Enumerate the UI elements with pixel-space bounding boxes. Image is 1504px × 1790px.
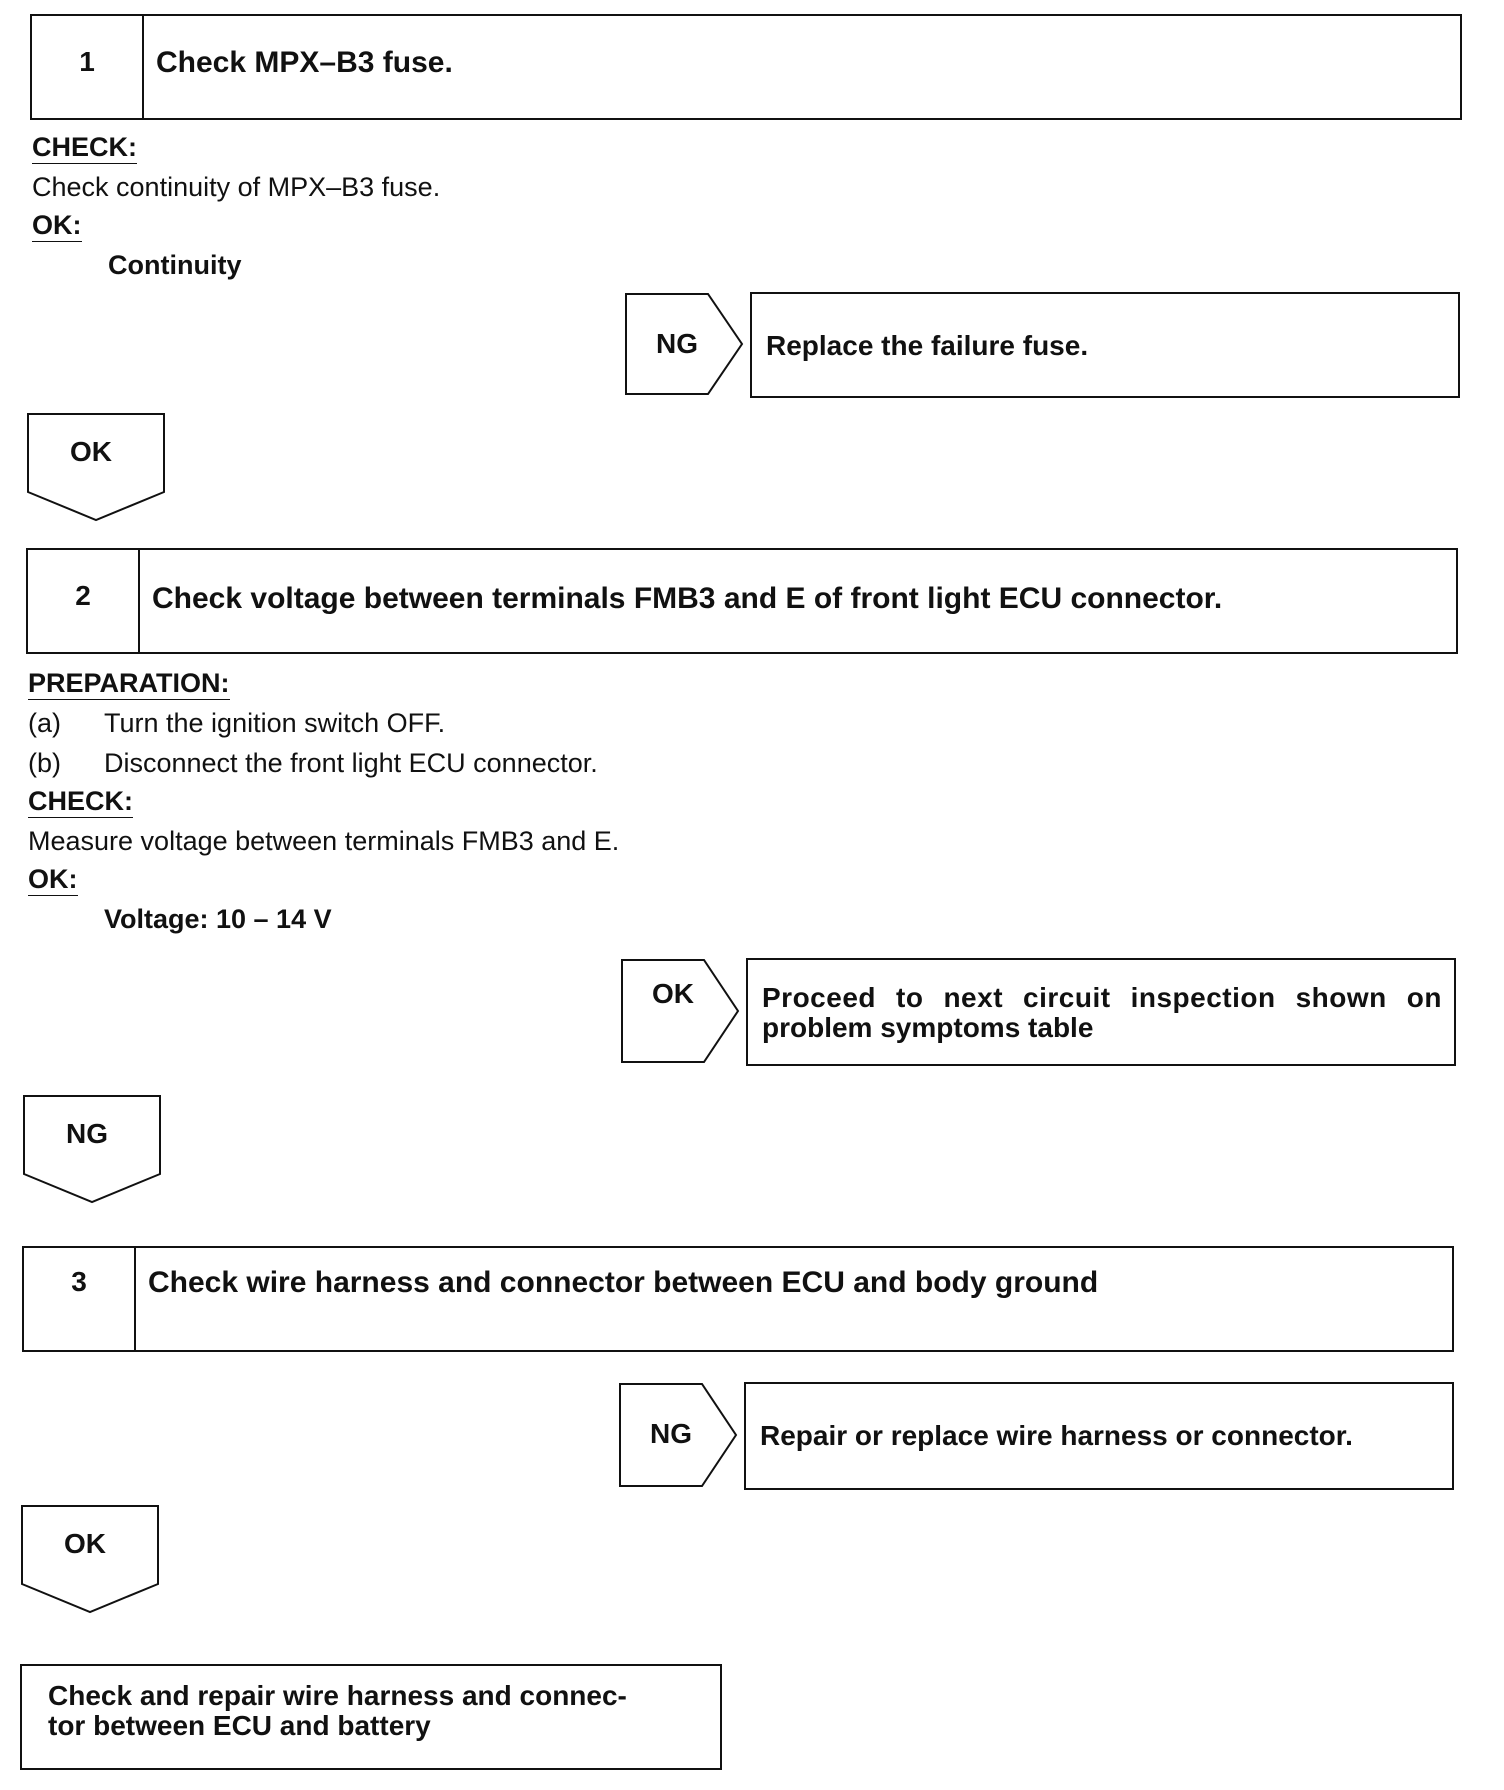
step-2-ng-label-arrow: NG — [66, 1118, 108, 1149]
step-1-ng-action-text: Replace the failure fuse. — [766, 330, 1089, 361]
step-2-ok-label-arrow: OK — [652, 978, 694, 1009]
step-2-ok-action-box — [746, 958, 1456, 1066]
step-2-ok-action-line2: problem symptoms table — [762, 1012, 1094, 1043]
step-1-ok-label-arrow: OK — [70, 436, 112, 467]
step-1-check-label: CHECK: — [32, 132, 137, 162]
step-1-ng-label: NG — [656, 328, 698, 359]
final-action-box — [20, 1664, 722, 1770]
step-1-ng-arrow — [624, 290, 748, 398]
step-3-ng-action-text: Repair or replace wire harness or connector. — [760, 1420, 1353, 1451]
step-1-check-text: Check continuity of MPX–B3 fuse. — [32, 172, 441, 202]
step-2-ok-value: Voltage: 10 – 14 V — [104, 904, 332, 934]
step-2-prep-item-b-marker: (b) — [28, 748, 61, 778]
step-2-ok-label: OK: — [28, 864, 78, 894]
step-1-ok-value: Continuity — [108, 250, 242, 280]
step-2-prep-item-a-marker: (a) — [28, 708, 61, 738]
step-1-box — [30, 14, 1462, 120]
step-2-check-label: CHECK: — [28, 786, 133, 816]
step-1-ok-label: OK: — [32, 210, 82, 240]
step-3-title: Check wire harness and connector between ECU and body ground — [148, 1266, 1099, 1299]
step-3-number-text: 3 — [71, 1266, 87, 1297]
step-2-title: Check voltage between terminals FMB3 and E of front light ECU connector. — [152, 582, 1223, 615]
step-2-prep-item-a-text: Turn the ignition switch OFF. — [104, 708, 446, 738]
step-1-ng-action-box — [750, 292, 1460, 398]
step-1-ok-arrow — [26, 412, 166, 524]
final-action-line1: Check and repair wire harness and connec- — [48, 1680, 627, 1711]
step-2-check-text: Measure voltage between terminals FMB3 and E. — [28, 826, 620, 856]
step-3-ng-label-arrow: NG — [650, 1418, 692, 1449]
step-2-ok-arrow — [620, 956, 744, 1066]
step-2-ng-arrow — [22, 1094, 162, 1206]
step-2-ok-action-line1: Proceed to next circuit inspection shown on — [762, 982, 1442, 1013]
step-1-number — [32, 16, 144, 118]
step-3-ok-label-arrow: OK — [64, 1528, 106, 1559]
step-3-ng-arrow — [618, 1380, 742, 1490]
step-2-number — [28, 550, 140, 652]
step-2-box — [26, 548, 1458, 654]
step-2-prep-item-b-text: Disconnect the front light ECU connector. — [104, 748, 598, 778]
step-1-number-text: 1 — [79, 46, 95, 77]
step-3-ok-arrow — [20, 1504, 160, 1616]
final-action-line2: tor between ECU and battery — [48, 1710, 431, 1741]
step-3-number — [24, 1248, 136, 1350]
step-3-ng-action-box — [744, 1382, 1454, 1490]
step-2-number-text: 2 — [75, 580, 91, 611]
step-2-prep-label: PREPARATION: — [28, 668, 230, 698]
step-3-box — [22, 1246, 1454, 1352]
step-1-title: Check MPX–B3 fuse. — [156, 46, 453, 79]
